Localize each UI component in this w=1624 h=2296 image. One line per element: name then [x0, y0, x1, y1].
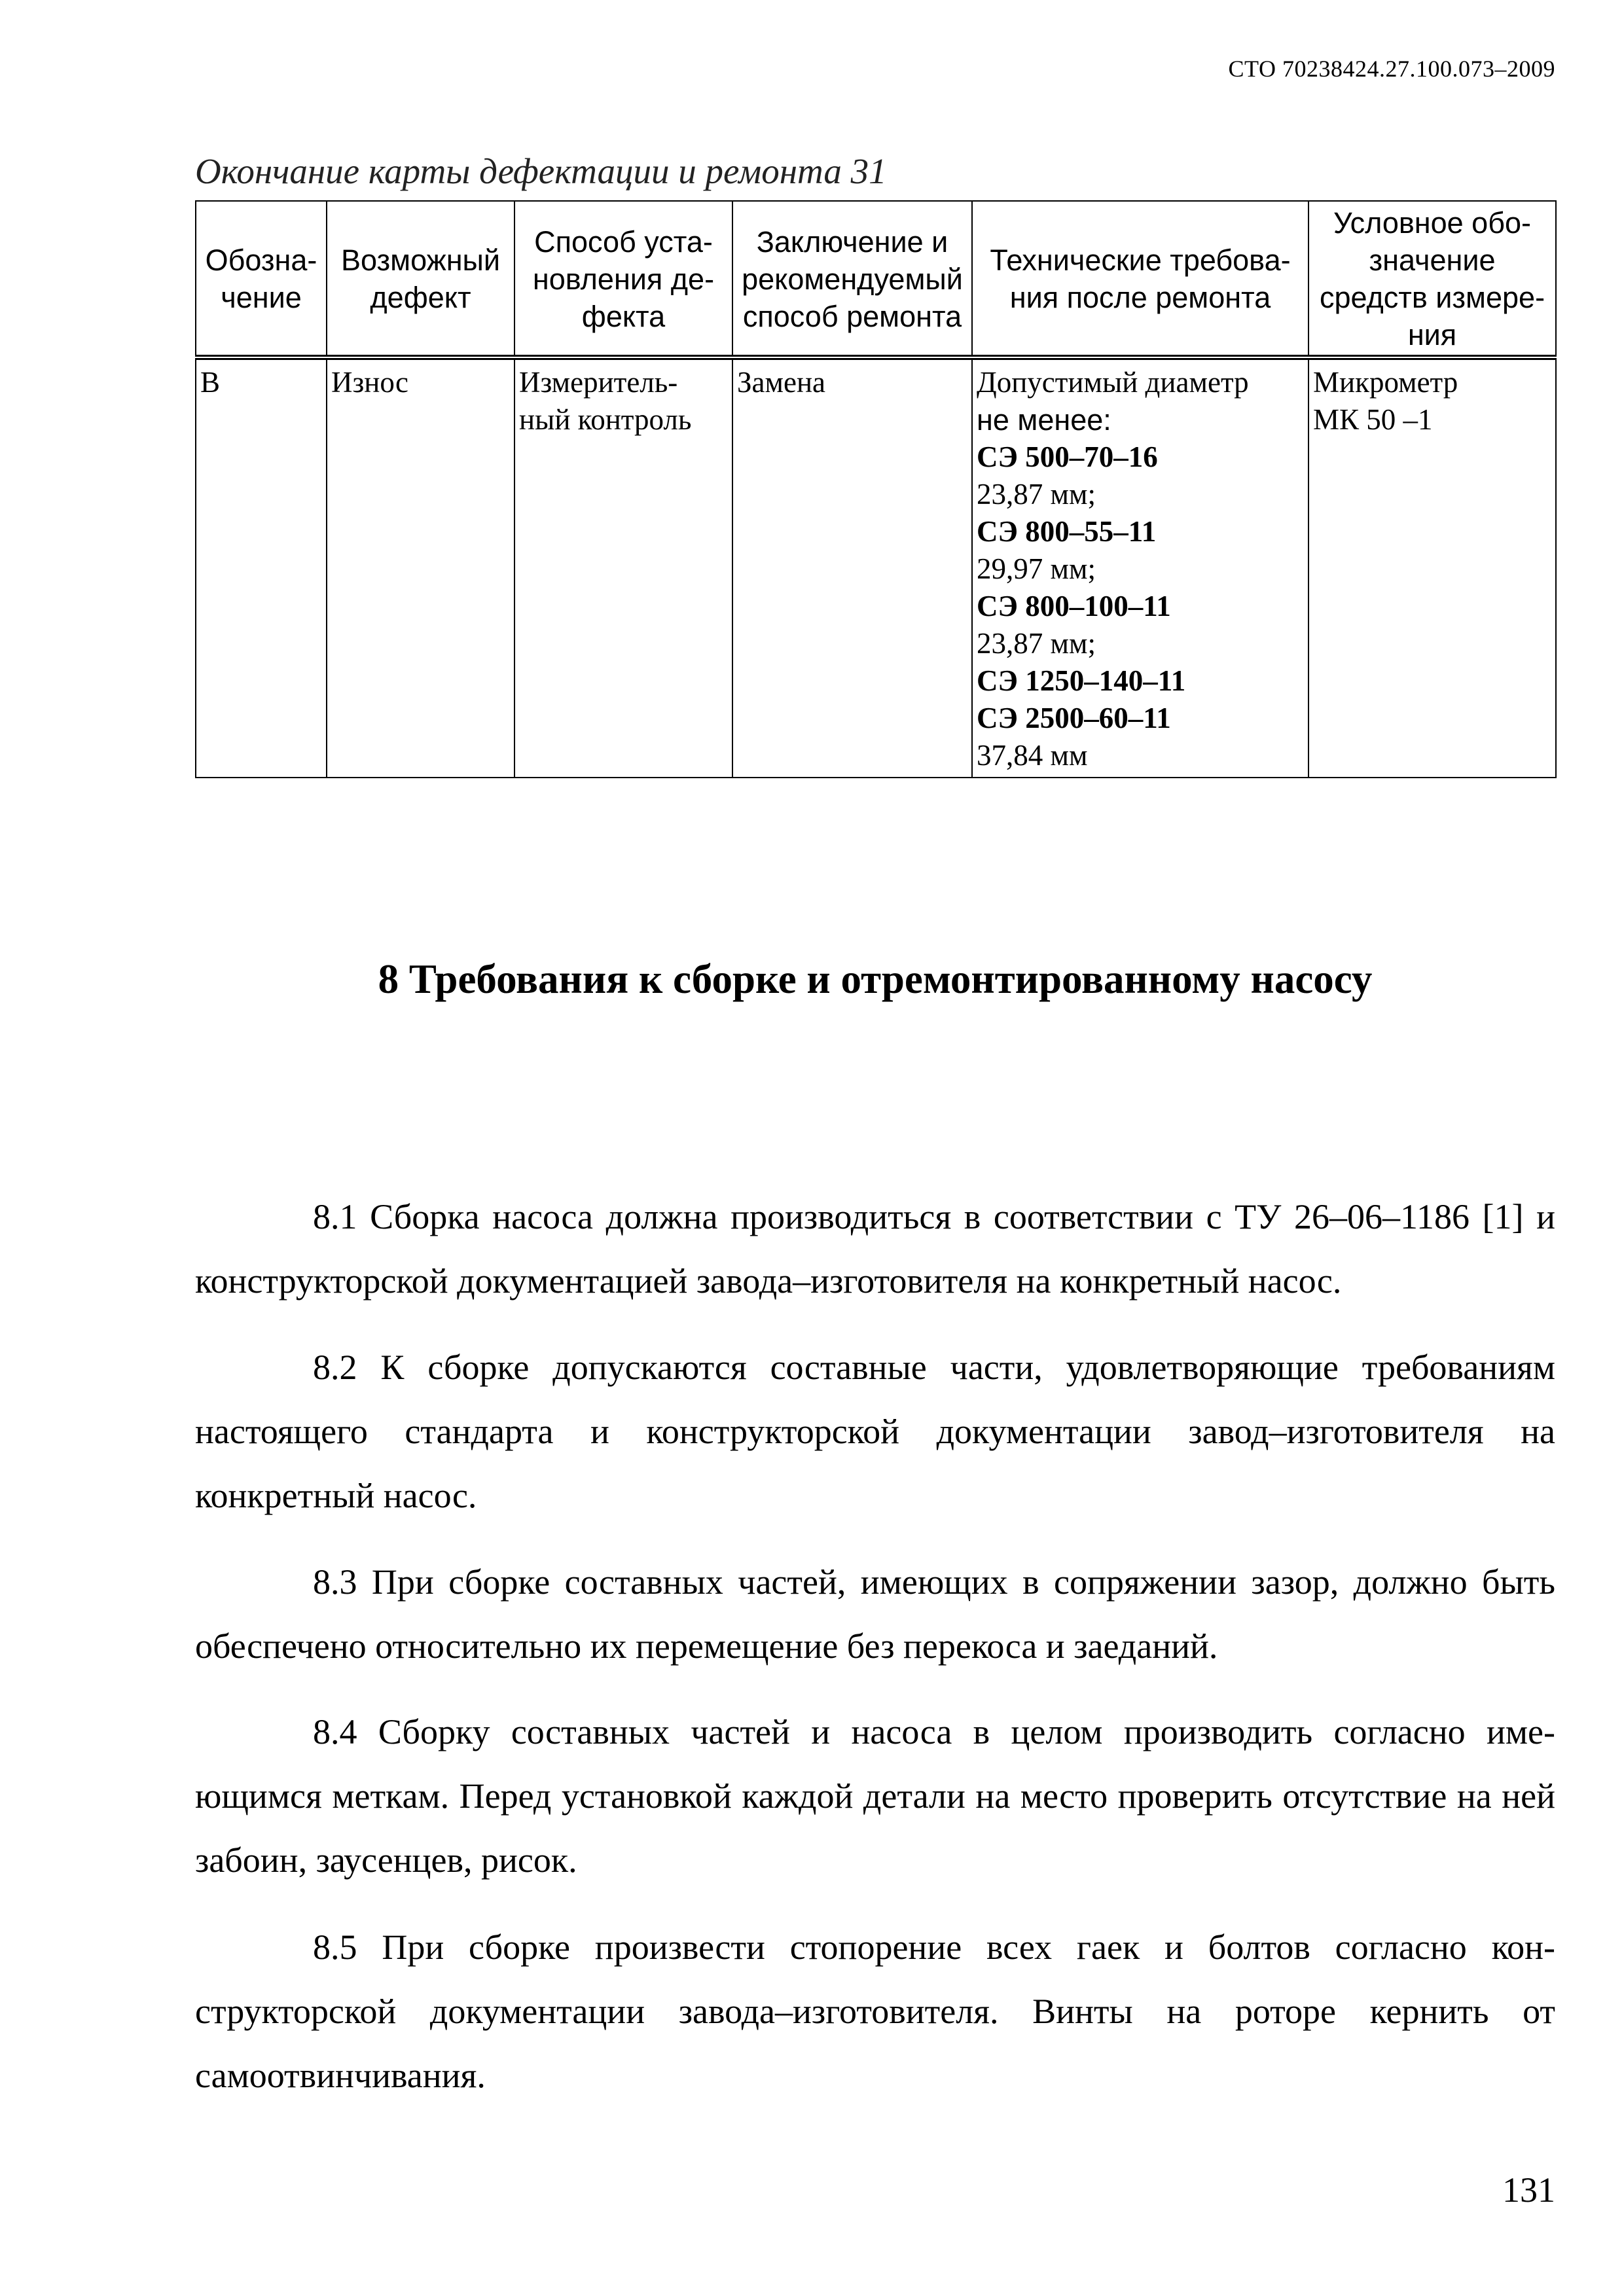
paragraph-8-2: 8.2 К сборке допускаются составные части, удовлетворяющие требованиям настоящего стандарта и конструкторской документации завод–изготовителя на конкретный насос.: [195, 1348, 1555, 1515]
defect-table: [195, 200, 1557, 778]
cell-requirements: [972, 357, 1308, 778]
requirement-value: 29,97 мм;: [977, 552, 1096, 585]
header-designation: Обозна- чение: [196, 201, 327, 357]
requirement-line: не менее:: [977, 403, 1111, 437]
section-heading: 8 Требования к сборке и отремонтированному насосу: [378, 956, 1373, 1002]
paragraph-8-4: 8.4 Сборку составных частей и насоса в целом производить согласно име-ющимся меткам. Перед установкой каждой детали на место проверить отсутствие на ней забоин, заусенцев, рисок.: [195, 1712, 1555, 1880]
header-technical-requirements: Технические требова- ния после ремонта: [972, 201, 1308, 357]
table-header-row: [196, 201, 1556, 357]
page-number: 131: [1502, 2170, 1555, 2210]
pump-model: СЭ 500–70–16: [977, 440, 1158, 473]
header-detection-method: Способ уста- новления де- фекта: [514, 201, 732, 357]
paragraph-8-3: 8.3 При сборке составных частей, имеющих в сопряжении зазор, должно быть обеспечено относительно их перемещение без перекоса и заеданий.: [195, 1562, 1555, 1666]
pump-model: СЭ 2500–60–11: [977, 702, 1171, 734]
pump-model: СЭ 1250–140–11: [977, 664, 1186, 697]
pump-model: СЭ 800–55–11: [977, 515, 1157, 548]
cell-defect: Износ: [327, 357, 514, 778]
table-caption: Окончание карты дефектации и ремонта 31: [195, 151, 887, 191]
document-code: СТО 70238424.27.100.073–2009: [1228, 56, 1555, 82]
header-instrument: Условное обо- значение средств измере- ния: [1308, 201, 1556, 357]
pump-model: СЭ 800–100–11: [977, 590, 1171, 622]
requirement-value: 23,87 мм;: [977, 627, 1096, 660]
header-conclusion: Заключение и рекомендуемый способ ремонта: [732, 201, 972, 357]
paragraph-8-5: 8.5 При сборке произвести стопорение всех гаек и болтов согласно кон-структорской документации завода–изготовителя. Винты на роторе кернить от самоотвинчивания.: [195, 1928, 1555, 2095]
paragraph-8-1: 8.1 Сборка насоса должна производиться в соответствии с ТУ 26–06–1186 [1] и конструкторской документацией завода–изготовителя на конкретный насос.: [195, 1197, 1555, 1300]
cell-designation: В: [196, 357, 327, 778]
requirement-line: Допустимый диаметр: [977, 366, 1249, 399]
cell-instrument: Микрометр МК 50 –1: [1308, 357, 1556, 778]
cell-conclusion: Замена: [732, 357, 972, 778]
table-row: [196, 357, 1556, 778]
requirement-value: 23,87 мм;: [977, 478, 1096, 511]
header-possible-defect: Возможный дефект: [327, 201, 514, 357]
cell-method: Измеритель- ный контроль: [514, 357, 732, 778]
requirement-value: 37,84 мм: [977, 739, 1088, 772]
